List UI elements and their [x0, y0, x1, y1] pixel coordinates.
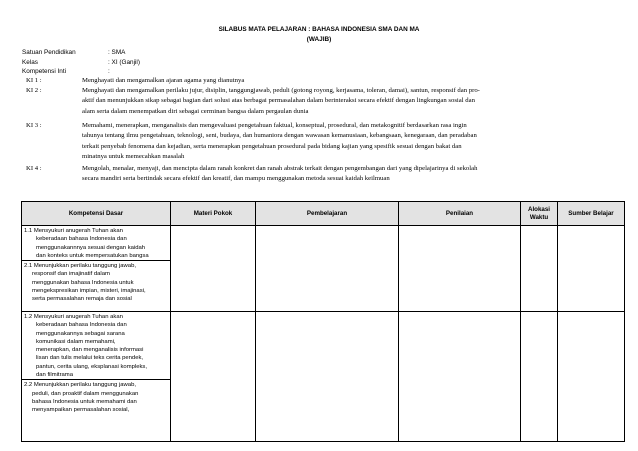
kd-cell — [22, 226, 171, 312]
kd-line: dan konteks untuk mempersatukan bangsa — [36, 252, 149, 259]
ki-3-line: Memahami, menerapkan, menganalisis dan mengevaluasi pengetahuan faktual, konseptual, prosedural, dan metakognitif berdasarkan rasa ingin — [82, 122, 467, 129]
meta-ki-value: : — [108, 68, 110, 75]
kd-line: menggunakannnya sesuai dengan kaidah — [36, 244, 146, 251]
kd-line: 2.2 Menunjukkan perilaku tanggung jawab, — [24, 382, 136, 389]
kd-line: bahasa Indonesia untuk memahami dan — [32, 398, 137, 405]
header-kompetensi-dasar: Kompetensi Dasar — [22, 202, 171, 226]
ki-1-label: KI 1 : — [26, 77, 42, 84]
header-pembelajaran: Pembelajaran — [256, 202, 399, 226]
meta-ki-label: Kompetensi Inti — [22, 68, 67, 75]
ki-3-text — [82, 121, 626, 163]
kd-line: komunikasi dalam memahami, — [36, 338, 116, 345]
ki-3-line: minatnya untuk memecahkan masalah — [82, 153, 185, 161]
header-penilaian: Penilaian — [399, 202, 521, 226]
materi-cell — [171, 312, 256, 442]
kd-line: serta permasalahan remaja dan sosial — [32, 296, 132, 303]
ki-4-line: Mengolah, menalar, menyaji, dan mencipta dalam ranah konkret dan ranah abstrak terkait dengan pengembangan dari yang dipelajarinya di sekolah — [82, 165, 478, 172]
header-alokasi-waktu — [521, 202, 558, 226]
silabus-table — [21, 201, 625, 442]
table-header-row — [22, 202, 625, 226]
ki-4-label: KI 4 : — [26, 165, 42, 172]
ki-1-text — [82, 76, 626, 86]
meta-kelas — [22, 59, 140, 66]
ki-4-text — [82, 164, 626, 185]
kd-line: 1.2 Mensyukuri anugerah Tuhan akan — [24, 314, 123, 320]
ki-1-line: Menghayati dan mengamalkan ajaran agama yang dianutnya — [82, 77, 245, 84]
header-alokasi-line1: Alokasi — [527, 205, 550, 213]
kd-line: pantun, cerita ulang, eksplanasi kompleks, — [36, 363, 148, 370]
kd-line: lisan dan tulis melalui teks cerita pendek, — [36, 355, 144, 362]
kd-line: dan filmitrama — [36, 372, 73, 379]
kd-item-2-1 — [22, 261, 170, 303]
ki-2-line: alam serta dalam menempatkan diri sebagai cerminan bangsa dalam pergaulan dunia — [82, 107, 309, 115]
kd-line: menerapkan, dan menganalisis informasi — [36, 347, 144, 354]
kd-line: keberadaan bahasa Indonesia dan — [36, 236, 127, 243]
document-subtitle: (WAJIB) — [306, 36, 332, 43]
penilaian-cell — [399, 312, 521, 442]
kd-cell — [22, 312, 171, 442]
kd-line: 2.1 Menunjukkan perilaku tanggung jawab, — [24, 263, 136, 270]
kd-item-1-1 — [22, 226, 170, 260]
kd-item-2-2 — [22, 380, 170, 414]
sumber-cell — [558, 312, 625, 442]
kd-line: menyampaikan permasalahan sosial, — [32, 407, 130, 414]
meta-satuan-label: Satuan Pendidikan — [22, 49, 76, 56]
ki-3-line: tahunya tentang ilmu pengetahuan, teknologi, seni, budaya, dan humaniora dengan wawasan kemanusiaan, kebangsaan, kenegaraan, dan peradaban — [82, 132, 477, 140]
meta-satuan-value: : SMA — [108, 49, 126, 56]
document-title: SILABUS MATA PELAJARAN : BAHASA INDONESIA SMA DAN MA — [218, 26, 420, 33]
header-materi-pokok: Materi Pokok — [171, 202, 256, 226]
meta-ki — [22, 68, 110, 75]
kd-item-1-2 — [22, 312, 170, 379]
alokasi-cell — [521, 226, 558, 312]
ki-2-label: KI 2 : — [26, 87, 42, 94]
ki-2-text — [82, 86, 626, 117]
kd-line: mengekspresikan impian, misteri, imajinasi, — [32, 288, 146, 295]
ki-4-line: secara mandiri serta bertindak secara efektif dan kreatif, dan mampu menggunakan metoda sesuai kaidah keilmuan — [82, 175, 390, 183]
kd-line: menggunakannya sebagai sarana — [36, 330, 125, 337]
pembelajaran-cell — [256, 312, 399, 442]
ki-2-line: aktif dan menunjukkan sikap sebagai bagian dari solusi atas berbagai permasalahan dalam berinteraksi secara efektif dengan lingkungan sosial dan — [82, 97, 475, 105]
alokasi-cell — [521, 312, 558, 442]
ki-3-line: terkait penyebab fenomena dan kejadian, serta menerapkan pengetahuan prosedural pada bidang kajian yang spesifik sesuai dengan bakat dan — [82, 142, 462, 150]
kd-line: 1.1 Mensyukuri anugerah Tuhan akan — [24, 228, 123, 234]
sumber-cell — [558, 226, 625, 312]
table-row — [22, 312, 625, 442]
kd-line: responsif dan imajinatif dalam — [32, 271, 110, 278]
materi-cell — [171, 226, 256, 312]
meta-kelas-value: : XI (Ganjil) — [108, 59, 140, 66]
kd-line: peduli, dan proaktif dalam menggunakan — [32, 390, 139, 397]
meta-kelas-label: Kelas — [22, 59, 38, 66]
table-row — [22, 226, 625, 312]
penilaian-cell — [399, 226, 521, 312]
kd-line: keberadaan bahasa Indonesia dan — [36, 322, 127, 329]
ki-2-line: Menghayati dan mengamalkan perilaku jujur, disiplin, tanggungjawab, peduli (gotong royong, kerjasama, toleran, damai), santun, responsif dan pro- — [82, 87, 480, 94]
kd-line: menggunakan bahasa Indonesia untuk — [32, 279, 134, 286]
pembelajaran-cell — [256, 226, 399, 312]
header-alokasi-line2: Waktu — [529, 213, 549, 221]
ki-3-label: KI 3 : — [26, 122, 42, 129]
meta-satuan — [22, 49, 125, 56]
header-sumber-belajar: Sumber Belajar — [558, 202, 625, 226]
